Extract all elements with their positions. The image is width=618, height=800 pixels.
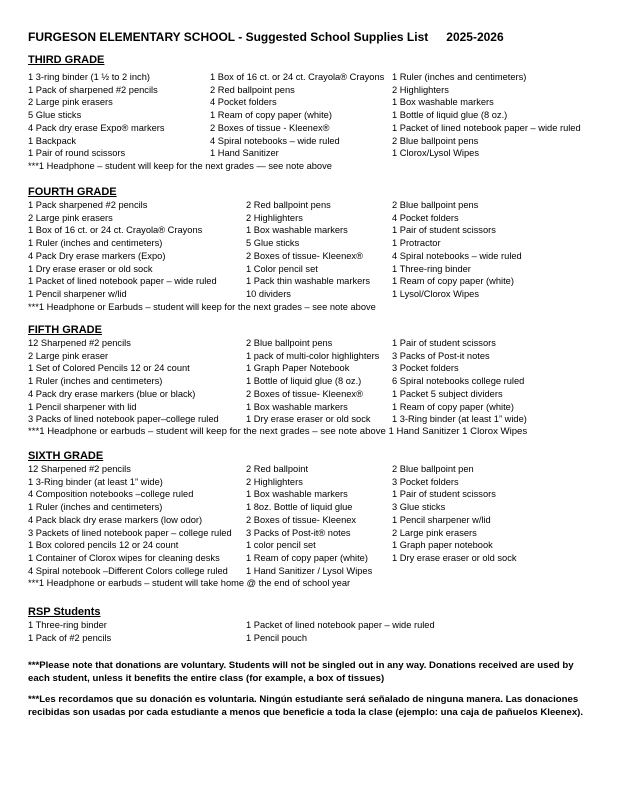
- list-item: 1 Lysol/Clorox Wipes: [392, 288, 479, 299]
- list-item: 1 Ream of copy paper (white): [210, 110, 332, 121]
- list-item: 1 Packet of lined notebook paper – wide ruled: [246, 620, 435, 630]
- list-item: 2 Highlighters: [246, 212, 303, 223]
- list-item: 1 Pack of sharpened #2 pencils: [28, 84, 158, 95]
- fifth-grade-heading: FIFTH GRADE: [28, 324, 102, 336]
- list-item: 1 Color pencil set: [246, 263, 318, 274]
- list-item: 1 Hand Sanitizer / Lysol Wipes: [246, 565, 373, 576]
- list-item: 1 Pack sharpened #2 pencils: [28, 200, 148, 210]
- list-item: 1 Pair of round scissors: [28, 148, 126, 159]
- list-item: 4 Composition notebooks –college ruled: [28, 489, 194, 500]
- list-item: 1 Ruler (inches and centimeters): [28, 376, 163, 387]
- list-item: 4 Pack dry erase markers (blue or black): [28, 388, 196, 399]
- list-item: 2 Red ballpoint pens: [210, 84, 295, 95]
- list-item: 1 Pack thin washable markers: [246, 276, 371, 287]
- list-item: 1 Protractor: [392, 238, 441, 249]
- list-item: 2 Boxes of tissue- Kleenex®: [246, 250, 363, 261]
- list-item: 1 Ruler (inches and centimeters): [392, 72, 527, 82]
- third-grade-section: [28, 54, 582, 173]
- list-item: 2 Blue ballpoint pen: [392, 464, 474, 474]
- list-item: 1 Bottle of liquid glue (8 oz.): [246, 376, 362, 387]
- list-item: 1 Dry erase eraser or old sock: [246, 414, 371, 425]
- list-item: 2 Blue ballpoint pens: [392, 200, 479, 210]
- list-item: 1 Ream of copy paper (white): [246, 552, 368, 563]
- list-item: 1 Box washable markers: [246, 489, 348, 500]
- third-grade-items: [28, 71, 582, 160]
- fourth-grade-items: [28, 199, 582, 301]
- fifth-grade-items: [28, 337, 582, 426]
- list-item: 2 Highlighters: [392, 84, 449, 95]
- list-item: 2 Red ballpoint: [246, 464, 309, 474]
- list-item: 4 Pack dry erase Expo® markers: [28, 122, 165, 133]
- list-item: 2 Blue ballpoint pens: [246, 338, 333, 348]
- list-item: 1 Pair of student scissors: [392, 489, 496, 500]
- list-item: 1 Dry erase eraser or old sock: [392, 552, 517, 563]
- list-item: 3 Packs of Post-it® notes: [246, 527, 351, 538]
- list-item: 1 Graph Paper Notebook: [246, 363, 350, 374]
- rsp-section: [28, 606, 546, 644]
- fourth-grade-note: ***1 Headphone or Earbuds – student will keep for the next grades – see note above: [28, 301, 376, 312]
- list-item: 1 Ruler (inches and centimeters): [28, 238, 163, 249]
- list-item: 4 Spiral notebooks – wide ruled: [392, 250, 522, 261]
- school-year: 2025-2026: [446, 30, 504, 44]
- third-grade-note: ***1 Headphone – student will keep for the next grades — see note above: [28, 160, 332, 171]
- list-item: 1 Packet of lined notebook paper – wide ruled: [28, 276, 217, 287]
- list-item: 2 Boxes of tissue- Kleenex: [246, 514, 357, 525]
- list-item: 3 Packets of lined notebook paper – college ruled: [28, 527, 232, 538]
- list-item: 1 Ream of copy paper (white): [392, 276, 514, 287]
- list-item: 2 Red ballpoint pens: [246, 200, 331, 210]
- list-item: [392, 565, 582, 578]
- list-item: 3 Packs of lined notebook paper–college ruled: [28, 414, 219, 425]
- list-item: 1 Box of 16 ct. or 24 ct. Crayola® Crayons: [28, 225, 203, 236]
- fourth-grade-section: [28, 186, 582, 313]
- list-item: 1 Three-ring binder: [28, 620, 107, 630]
- list-item: 1 pack of multi-color highlighters: [246, 350, 380, 361]
- list-item: 1 Ream of copy paper (white): [392, 401, 514, 412]
- list-item: 2 Large pink erasers: [392, 527, 477, 538]
- list-item: 1 Graph paper notebook: [392, 540, 493, 551]
- list-item: 1 Pencil sharpener w/lid: [28, 288, 127, 299]
- spanish-disclaimer: ***Les recordamos que su donación es voluntaria. Ningún estudiante será señalado de ninguna manera. Las donaciones recibidas son usadas por cada estudiante a menos que beneficie a toda la clase (ejemplo: una caja de pañuelos Kleenex).: [28, 694, 584, 718]
- list-item: 2 Large pink erasers: [28, 212, 113, 223]
- list-item: 4 Pack Dry erase markers (Expo): [28, 250, 166, 261]
- list-item: 1 Pair of student scissors: [392, 225, 496, 236]
- list-item: 1 Three-ring binder: [392, 263, 471, 274]
- sixth-grade-section: [28, 450, 582, 590]
- list-item: 5 Glue sticks: [246, 238, 300, 249]
- list-item: 1 Backpack: [28, 135, 77, 146]
- list-item: 2 Blue ballpoint pens: [392, 135, 479, 146]
- list-item: 1 Pencil sharpener w/lid: [392, 514, 491, 525]
- list-item: 1 Set of Colored Pencils 12 or 24 count: [28, 363, 190, 374]
- list-item: 4 Pocket folders: [210, 97, 277, 108]
- list-item: 1 Packet of lined notebook paper – wide ruled: [392, 122, 581, 133]
- list-item: 1 8oz. Bottle of liquid glue: [246, 502, 353, 513]
- rsp-heading: RSP Students: [28, 606, 101, 618]
- list-item: 1 Pack of #2 pencils: [28, 632, 112, 643]
- list-item: 4 Spiral notebook –Different Colors college ruled: [28, 565, 228, 576]
- english-disclaimer: ***Please note that donations are voluntary. Students will not be singled out in any way. Donations received are used by each student, unless it benefits the entire class (for example, a box of tissues): [28, 660, 574, 684]
- list-item: 1 Container of Clorox wipes for cleaning desks: [28, 552, 220, 563]
- list-item: 4 Spiral notebooks – wide ruled: [210, 135, 340, 146]
- list-item: 2 Highlighters: [246, 476, 303, 487]
- list-item: 2 Boxes of tissue - Kleenex®: [210, 122, 330, 133]
- list-item: 1 Box of 16 ct. or 24 ct. Crayola® Crayons: [210, 72, 385, 82]
- list-item: 5 Glue sticks: [28, 110, 82, 121]
- list-item: 12 Sharpened #2 pencils: [28, 338, 131, 348]
- list-item: 3 Pocket folders: [392, 363, 459, 374]
- list-item: 10 dividers: [246, 288, 291, 299]
- list-item: 1 Hand Sanitizer: [210, 148, 279, 159]
- fourth-grade-heading: FOURTH GRADE: [28, 186, 117, 198]
- list-item: 1 Box washable markers: [246, 225, 348, 236]
- list-item: 1 Clorox/Lysol Wipes: [392, 148, 479, 159]
- fifth-grade-note: ***1 Headphone or earbuds – student will keep for the next grades – see note above 1 Hand Sanitizer 1 Clorox Wipes: [28, 425, 528, 437]
- page-title: [28, 30, 504, 44]
- fifth-grade-section: [28, 324, 582, 439]
- list-item: 1 Bottle of liquid glue (8 oz.): [392, 110, 508, 121]
- list-item: 4 Pocket folders: [392, 212, 459, 223]
- list-item: 12 Sharpened #2 pencils: [28, 464, 131, 474]
- list-item: 2 Large pink eraser: [28, 350, 109, 361]
- list-item: 1 Box washable markers: [392, 97, 494, 108]
- list-item: 3 Packs of Post-it notes: [392, 350, 490, 361]
- list-item: 3 Pocket folders: [392, 476, 459, 487]
- list-item: 1 Box colored pencils 12 or 24 count: [28, 540, 179, 551]
- title-text: FURGESON ELEMENTARY SCHOOL - Suggested School Supplies List: [28, 30, 429, 44]
- list-item: 1 Packet 5 subject dividers: [392, 388, 503, 399]
- list-item: 1 Ruler (inches and centimeters): [28, 502, 163, 513]
- sixth-grade-note: ***1 Headphone or earbuds – student will take home @ the end of school year: [28, 578, 351, 589]
- list-item: 3 Glue sticks: [392, 502, 446, 513]
- list-item: 1 Pencil sharpener with lid: [28, 401, 137, 412]
- list-item: 1 Box washable markers: [246, 401, 348, 412]
- list-item: 1 Pencil pouch: [246, 632, 307, 643]
- rsp-items: [28, 619, 546, 644]
- list-item: 6 Spiral notebooks college ruled: [392, 376, 525, 387]
- list-item: 2 Large pink erasers: [28, 97, 113, 108]
- sixth-grade-items: [28, 463, 582, 577]
- list-item: 2 Boxes of tissue- Kleenex®: [246, 388, 363, 399]
- list-item: 1 Dry erase eraser or old sock: [28, 263, 153, 274]
- sixth-grade-heading: SIXTH GRADE: [28, 450, 104, 462]
- list-item: 1 Pair of student scissors: [392, 338, 496, 348]
- list-item: 1 color pencil set: [246, 540, 316, 551]
- list-item: 1 3-ring binder (1 ½ to 2 inch): [28, 72, 150, 82]
- list-item: 1 3-Ring binder (at least 1” wide): [392, 414, 527, 425]
- third-grade-heading: THIRD GRADE: [28, 54, 105, 66]
- list-item: 1 3-Ring binder (at least 1” wide): [28, 476, 163, 487]
- list-item: 4 Pack black dry erase markers (low odor): [28, 514, 203, 525]
